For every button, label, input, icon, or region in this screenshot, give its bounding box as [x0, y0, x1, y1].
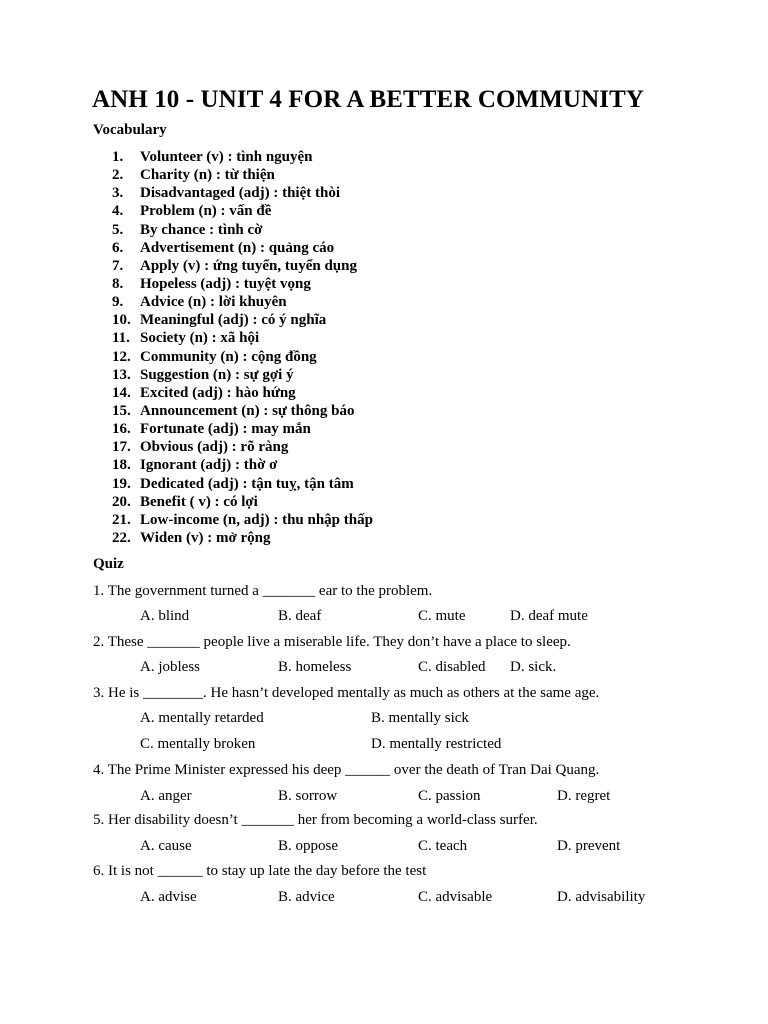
vocabulary-item [112, 239, 373, 257]
vocabulary-entry: Community (n) : cộng đồng [140, 348, 317, 365]
quiz-option: D. advisability [557, 889, 646, 905]
vocabulary-entry: Obvious (adj) : rõ ràng [140, 439, 289, 456]
vocabulary-item [112, 438, 373, 456]
vocabulary-entry: By chance : tình cờ [140, 221, 263, 238]
vocabulary-item [112, 257, 373, 275]
vocabulary-item [112, 275, 373, 293]
vocabulary-number: 10. [112, 312, 131, 329]
quiz-option: C. advisable [418, 889, 493, 905]
quiz-option: A. blind [140, 608, 190, 624]
vocabulary-entry: Advertisement (n) : quảng cáo [140, 239, 335, 256]
vocabulary-entry: Ignorant (adj) : thờ ơ [140, 457, 278, 474]
vocabulary-number: 3. [112, 185, 124, 202]
quiz-option: B. homeless [278, 659, 352, 675]
vocabulary-number: 6. [112, 239, 124, 256]
quiz-option: D. deaf mute [510, 608, 588, 624]
vocabulary-number: 8. [112, 275, 124, 292]
vocabulary-number: 2. [112, 167, 124, 184]
quiz-option: B. sorrow [278, 788, 338, 804]
vocabulary-number: 1. [112, 149, 124, 165]
quiz-option: B. oppose [278, 838, 338, 854]
vocabulary-item [112, 384, 373, 402]
vocabulary-entry: Problem (n) : vấn đề [140, 203, 272, 220]
quiz-option: C. mentally broken [140, 736, 256, 752]
quiz-option: C. teach [418, 838, 468, 854]
vocabulary-item [112, 456, 373, 474]
quiz-option: B. advice [278, 889, 335, 905]
vocabulary-number: 11. [112, 330, 130, 347]
vocabulary-number: 9. [112, 294, 124, 311]
vocabulary-entry: Meaningful (adj) : có ý nghĩa [140, 312, 327, 329]
vocabulary-number: 19. [112, 475, 131, 492]
vocabulary-heading: Vocabulary [93, 122, 167, 138]
page-title: ANH 10 - UNIT 4 FOR A BETTER COMMUNITY [92, 86, 644, 113]
quiz-option: B. mentally sick [371, 710, 469, 726]
vocabulary-entry: Suggestion (n) : sự gợi ý [140, 366, 294, 383]
quiz-option: C. mute [418, 608, 466, 624]
vocabulary-item [112, 402, 373, 420]
vocabulary-number: 17. [112, 439, 131, 456]
vocabulary-item [112, 166, 373, 184]
vocabulary-list [112, 148, 373, 547]
quiz-option: D. regret [557, 788, 611, 804]
vocabulary-item [112, 366, 373, 384]
vocabulary-number: 7. [112, 257, 124, 274]
quiz-option: D. mentally restricted [371, 736, 502, 752]
vocabulary-item [112, 348, 373, 366]
vocabulary-number: 14. [112, 384, 131, 401]
vocabulary-number: 13. [112, 366, 131, 383]
vocabulary-item [112, 529, 373, 547]
vocabulary-entry: Dedicated (adj) : tận tuỵ, tận tâm [140, 475, 354, 492]
vocabulary-number: 21. [112, 511, 131, 528]
quiz-option: A. mentally retarded [140, 710, 264, 726]
vocabulary-entry: Charity (n) : từ thiện [140, 167, 275, 184]
vocabulary-entry: Announcement (n) : sự thông báo [140, 402, 355, 419]
vocabulary-number: 12. [112, 348, 131, 365]
vocabulary-item [112, 511, 373, 529]
quiz-option: D. prevent [557, 838, 621, 854]
vocabulary-entry: Fortunate (adj) : may mắn [140, 421, 311, 438]
quiz-option: C. passion [418, 788, 481, 804]
vocabulary-number: 22. [112, 529, 131, 546]
quiz-question: 2. These _______ people live a miserable life. They don’t have a place to sleep. [93, 634, 571, 650]
vocabulary-entry: Advice (n) : lời khuyên [140, 294, 287, 311]
vocabulary-item [112, 493, 373, 511]
vocabulary-item [112, 221, 373, 239]
vocabulary-item [112, 202, 373, 220]
vocabulary-entry: Excited (adj) : hào hứng [140, 384, 296, 401]
vocabulary-item [112, 148, 373, 166]
quiz-question: 5. Her disability doesn’t _______ her from becoming a world-class surfer. [93, 812, 538, 828]
quiz-option: A. anger [140, 788, 192, 804]
quiz-option: A. jobless [140, 659, 200, 675]
vocabulary-entry: Society (n) : xã hội [140, 330, 260, 347]
quiz-question: 1. The government turned a _______ ear to the problem. [93, 583, 433, 599]
vocabulary-entry: Widen (v) : mở rộng [140, 529, 271, 546]
vocabulary-item [112, 311, 373, 329]
vocabulary-item [112, 184, 373, 202]
quiz-question: 3. He is ________. He hasn’t developed mentally as much as others at the same age. [93, 685, 600, 701]
vocabulary-entry: Low-income (n, adj) : thu nhập thấp [140, 511, 373, 528]
quiz-option: C. disabled [418, 659, 486, 675]
vocabulary-number: 15. [112, 402, 131, 419]
quiz-option: A. advise [140, 889, 197, 905]
vocabulary-item [112, 420, 373, 438]
vocabulary-item [112, 329, 373, 347]
quiz-question: 6. It is not ______ to stay up late the day before the test [93, 863, 427, 879]
vocabulary-entry: Benefit ( v) : có lợi [140, 493, 258, 510]
vocabulary-number: 5. [112, 221, 124, 238]
vocabulary-entry: Volunteer (v) : tình nguyện [140, 149, 313, 165]
vocabulary-entry: Hopeless (adj) : tuyệt vọng [140, 275, 311, 292]
vocabulary-item [112, 475, 373, 493]
vocabulary-entry: Apply (v) : ứng tuyển, tuyển dụng [140, 257, 357, 274]
vocabulary-number: 4. [112, 203, 124, 220]
vocabulary-entry: Disadvantaged (adj) : thiệt thòi [140, 185, 341, 202]
vocabulary-item [112, 293, 373, 311]
vocabulary-number: 18. [112, 457, 131, 474]
quiz-option: A. cause [140, 838, 192, 854]
quiz-heading: Quiz [93, 556, 124, 572]
vocabulary-number: 16. [112, 421, 131, 438]
vocabulary-number: 20. [112, 493, 131, 510]
quiz-question: 4. The Prime Minister expressed his deep ______ over the death of Tran Dai Quang. [93, 762, 600, 778]
quiz-option: B. deaf [278, 608, 322, 624]
quiz-option: D. sick. [510, 659, 557, 675]
